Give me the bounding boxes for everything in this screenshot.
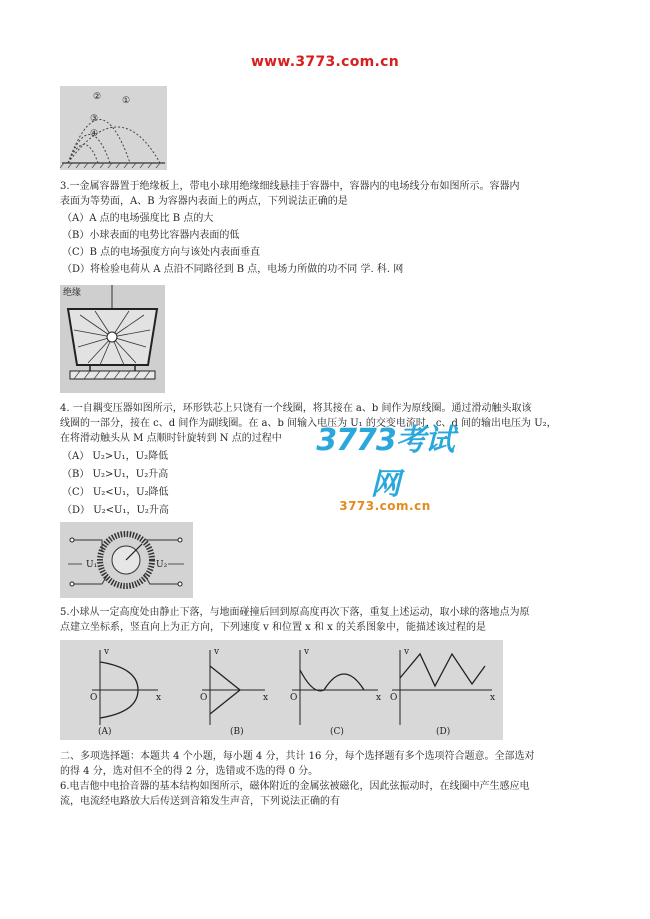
- question-3-option: （B）小球表面的电势比容器内表面的低: [62, 230, 240, 241]
- axis-v-label: v: [104, 647, 110, 657]
- input-voltage-label: U₁: [86, 560, 98, 570]
- question-6-line: 6.电吉他中电拾音器的基本结构如图所示，磁体附近的金属弦被磁化，因此弦振动时，在线圈中产生感应电: [60, 781, 530, 792]
- question-3-option: （C）B 点的电场强度方向与该处内表面垂直: [62, 247, 261, 258]
- trajectory-label: ②: [93, 92, 102, 102]
- axis-x-label: x: [263, 693, 269, 703]
- site-watermark-logo: [315, 415, 455, 513]
- graph-caption: (C): [330, 727, 344, 737]
- watermark-url: 3773.com.cn: [339, 499, 431, 513]
- question-4-option: （B） U₂>U₁，U₂升高: [62, 469, 169, 480]
- origin-label: O: [290, 693, 298, 703]
- question-4-option: （A） U₂>U₁，U₂降低: [62, 451, 169, 462]
- question-3-line: 表面为等势面，A、B 为容器内表面上的两点，下列说法正确的是: [60, 196, 348, 207]
- axis-x-label: x: [376, 693, 382, 703]
- container-field-figure: [60, 285, 165, 393]
- question-5-line: 5.小球从一定高度处由静止下落，与地面碰撞后回到原高度再次下落，重复上述运动，取小球的落地点为原: [60, 607, 530, 618]
- origin-label: O: [200, 693, 208, 703]
- trajectory-figure: [60, 86, 167, 170]
- question-5-line: 点建立坐标系，竖直向上为正方向，下列速度 v 和位置 x 和 x 的关系图象中，能描述该过程的是: [60, 622, 487, 633]
- question-4-line: 4. 一自耦变压器如图所示，环形铁芯上只饶有一个线圈，将其接在 a、b 间作为原线圈。通过滑动触头取该: [60, 403, 532, 414]
- question-3-option: （D）将检验电荷从 A 点沿不同路径到 B 点，电场力所做的功不同 学. 科. 网: [62, 264, 404, 275]
- section-2-line: 二、多项选择题：本题共 4 个小题，每小题 4 分，共计 16 分，每个选择题有多个选项符合题意。全部选对: [60, 751, 535, 762]
- origin-label: O: [390, 693, 398, 703]
- trajectory-label: ④: [90, 129, 99, 139]
- axis-x-label: x: [490, 693, 496, 703]
- origin-label: O: [90, 693, 98, 703]
- output-voltage-label: U₂: [156, 560, 168, 570]
- velocity-position-graphs: [60, 640, 503, 740]
- figure-corner-label: 绝缘: [63, 288, 82, 298]
- question-3-line: 3.一金属容器置于绝缘板上，带电小球用绝缘细线悬挂于容器中，容器内的电场线分布如图所示。容器内: [60, 181, 520, 192]
- graph-caption: (A): [98, 727, 112, 737]
- question-4-option: （C） U₂<U₁，U₂降低: [62, 487, 169, 498]
- graph-caption: (D): [436, 727, 451, 737]
- axis-v-label: v: [214, 647, 220, 657]
- trajectory-label: ①: [122, 96, 131, 106]
- question-6-line: 流，电流经电路放大后传送到音箱发生声音，下列说法正确的有: [60, 796, 340, 807]
- trajectory-label: ③: [90, 114, 99, 124]
- question-4-option: （D） U₂<U₁，U₂升高: [62, 505, 169, 516]
- site-header[interactable]: www.3773.com.cn: [250, 54, 400, 70]
- axis-v-label: v: [404, 647, 410, 657]
- question-3-option: （A）A 点的电场强度比 B 点的大: [62, 213, 214, 224]
- axis-x-label: x: [156, 693, 162, 703]
- watermark-title: 3773考试网: [316, 423, 454, 502]
- section-2-line: 的得 4 分，选对但不全的得 2 分，选错或不选的得 0 分。: [60, 766, 319, 777]
- axis-v-label: v: [304, 647, 310, 657]
- autotransformer-figure: [60, 522, 193, 598]
- question-4-line: 在将滑动触头从 M 点顺时针旋转到 N 点的过程中: [60, 433, 282, 444]
- graph-caption: (B): [230, 727, 244, 737]
- question-4-line: 线圈的一部分，接在 c、d 间作为副线圈。在 a、b 间输入电压为 U₁ 的交变电流时，c、d 间的输出电压为 U₂，: [60, 418, 557, 429]
